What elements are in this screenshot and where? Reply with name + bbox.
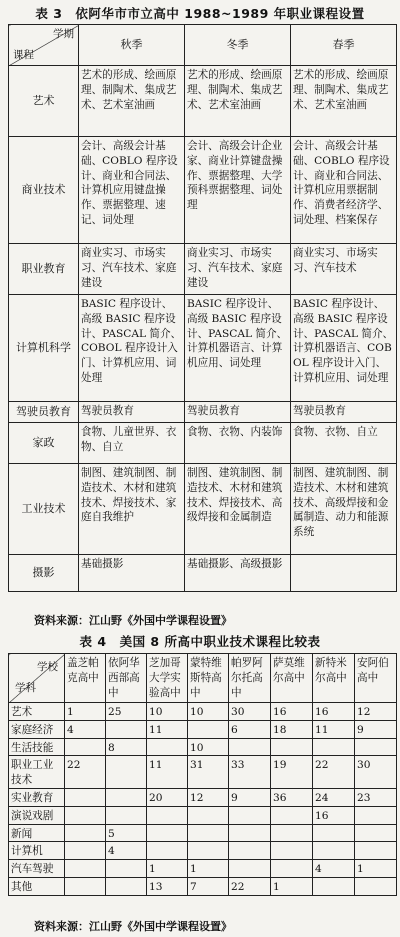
course-count-cell: 24 — [313, 788, 355, 806]
course-count-cell — [271, 738, 313, 756]
course-count-cell — [188, 806, 229, 824]
table3-row — [9, 555, 397, 592]
subject-name: 其他 — [9, 877, 65, 895]
course-count-cell — [106, 720, 147, 738]
subject-name: 职业工业技术 — [9, 756, 65, 789]
course-count-cell — [65, 877, 106, 895]
course-count-cell: 18 — [271, 720, 313, 738]
table4-row — [9, 877, 397, 895]
table4-row — [9, 860, 397, 878]
course-list-cell: 驾驶员教育 — [291, 402, 397, 423]
course-count-cell — [355, 738, 397, 756]
course-count-cell: 13 — [147, 877, 188, 895]
season-header: 春季 — [291, 25, 397, 66]
course-count-cell — [229, 842, 271, 860]
school-header: 盖芝帕克高中 — [65, 654, 106, 703]
subject-name: 生活技能 — [9, 738, 65, 756]
course-list-cell: 商业实习、市场实习、汽车技术、家庭建设 — [79, 244, 185, 295]
course-count-cell: 19 — [271, 756, 313, 789]
course-count-cell — [271, 806, 313, 824]
course-count-cell — [65, 860, 106, 878]
course-count-cell: 11 — [147, 720, 188, 738]
course-list-cell: 制图、建筑制图、制造技术、木材和建筑技术、焊接技术、家庭自我维护 — [79, 464, 185, 555]
table4-row — [9, 738, 397, 756]
course-count-cell: 36 — [271, 788, 313, 806]
table4-title: 表 4 美国 8 所高中职业技术课程比较表 — [79, 634, 321, 649]
course-count-cell — [106, 756, 147, 789]
course-list-cell: BASIC 程序设计、高级 BASIC 程序设计、PASCAL 简介、计算机器语言、计算机应用、词处理 — [185, 295, 291, 402]
course-count-cell — [147, 824, 188, 842]
subject-name: 新闻 — [9, 824, 65, 842]
course-list-cell: 艺术的形成、绘画原理、制陶术、集成艺术、艺术室油画 — [79, 66, 185, 137]
table4-header-top: 学校 — [37, 661, 58, 673]
table4-row — [9, 824, 397, 842]
course-count-cell: 22 — [313, 756, 355, 789]
subject-name: 实业教育 — [9, 788, 65, 806]
course-count-cell: 1 — [65, 703, 106, 721]
course-count-cell: 23 — [355, 788, 397, 806]
course-count-cell: 30 — [355, 756, 397, 789]
table4-row — [9, 756, 397, 789]
course-count-cell — [229, 738, 271, 756]
course-count-cell — [229, 860, 271, 878]
subject-name: 家庭经济 — [9, 720, 65, 738]
course-category: 工业技术 — [9, 464, 79, 555]
course-category: 商业技术 — [9, 137, 79, 244]
table3-source: 资料来源：江山野《外国中学课程设置》 — [34, 614, 232, 627]
table3-row — [9, 137, 397, 244]
course-count-cell: 22 — [65, 756, 106, 789]
course-count-cell: 12 — [355, 703, 397, 721]
table3-row — [9, 295, 397, 402]
table3-row — [9, 402, 397, 423]
course-count-cell: 1 — [271, 877, 313, 895]
course-count-cell — [65, 806, 106, 824]
course-count-cell — [65, 738, 106, 756]
school-header: 安阿伯高中 — [355, 654, 397, 703]
course-count-cell: 10 — [188, 738, 229, 756]
course-count-cell: 30 — [229, 703, 271, 721]
course-count-cell: 16 — [313, 703, 355, 721]
course-count-cell — [65, 788, 106, 806]
course-count-cell — [65, 842, 106, 860]
school-header: 芝加哥大学实验高中 — [147, 654, 188, 703]
course-list-cell: 制图、建筑制图、制造技术、木材和建筑技术、焊接技术、高级焊接和金属制造 — [185, 464, 291, 555]
course-list-cell: BASIC 程序设计、高级 BASIC 程序设计、PASCAL 简介、计算机器语言、COBOL 程序设计入门、计算机应用、词处理 — [291, 295, 397, 402]
course-count-cell — [313, 824, 355, 842]
table3-row — [9, 464, 397, 555]
course-count-cell: 4 — [65, 720, 106, 738]
course-count-cell: 1 — [147, 860, 188, 878]
course-list-cell: 会计、高级会计企业家、商业计算键盘操作、票据整理、大学预科票据整理、词处理 — [185, 137, 291, 244]
table3-corner-cell — [9, 25, 79, 66]
course-count-cell: 22 — [229, 877, 271, 895]
course-count-cell: 1 — [188, 860, 229, 878]
table3-title: 表 3 依阿华市市立高中 1988~1989 年职业课程设置 — [35, 6, 365, 21]
course-count-cell: 7 — [188, 877, 229, 895]
course-count-cell — [106, 788, 147, 806]
subject-name: 艺术 — [9, 703, 65, 721]
subject-name: 演说戏剧 — [9, 806, 65, 824]
school-header: 依阿华西部高中 — [106, 654, 147, 703]
course-category: 计算机科学 — [9, 295, 79, 402]
course-count-cell — [106, 877, 147, 895]
course-list-cell: 商业实习、市场实习、汽车技术 — [291, 244, 397, 295]
course-count-cell — [188, 824, 229, 842]
table3-header-row — [9, 25, 397, 66]
course-list-cell: 驾驶员教育 — [79, 402, 185, 423]
table4-row — [9, 788, 397, 806]
table4 — [8, 653, 397, 896]
course-count-cell: 11 — [147, 756, 188, 789]
course-list-cell: BASIC 程序设计、高级 BASIC 程序设计、PASCAL 简介、COBOL 程序设计入门、计算机应用、词处理 — [79, 295, 185, 402]
table3-header-left: 课程 — [13, 49, 34, 62]
subject-name: 计算机 — [9, 842, 65, 860]
course-list-cell: 基础摄影 — [79, 555, 185, 592]
course-list-cell: 制图、建筑制图、制造技术、木材和建筑技术、高级焊接和金属制造、动力和能源系统 — [291, 464, 397, 555]
course-list-cell: 会计、高级会计基础、COBLO 程序设计、商业和合同法、计算机应用票据制作、消费者经济学、词处理、档案保存 — [291, 137, 397, 244]
course-category: 艺术 — [9, 66, 79, 137]
course-count-cell — [271, 824, 313, 842]
table4-header-row — [9, 654, 397, 703]
course-count-cell: 10 — [188, 703, 229, 721]
course-count-cell: 20 — [147, 788, 188, 806]
table4-source: 资料来源：江山野《外国中学课程设置》 — [34, 920, 232, 933]
course-list-cell: 食物、儿童世界、衣物、自立 — [79, 423, 185, 464]
course-count-cell — [106, 860, 147, 878]
school-header: 萨莫维尔高中 — [271, 654, 313, 703]
course-list-cell: 艺术的形成、绘画原理、制陶术、集成艺术、艺术室油画 — [185, 66, 291, 137]
course-count-cell: 16 — [313, 806, 355, 824]
course-count-cell: 33 — [229, 756, 271, 789]
course-count-cell: 11 — [313, 720, 355, 738]
course-count-cell: 31 — [188, 756, 229, 789]
course-category: 家政 — [9, 423, 79, 464]
course-list-cell: 艺术的形成、绘画原理、制陶术、集成艺术、艺术室油画 — [291, 66, 397, 137]
course-count-cell — [147, 738, 188, 756]
course-category: 驾驶员教育 — [9, 402, 79, 423]
table4-row — [9, 703, 397, 721]
course-count-cell — [355, 824, 397, 842]
course-count-cell: 1 — [355, 860, 397, 878]
course-list-cell — [291, 555, 397, 592]
course-count-cell — [147, 842, 188, 860]
school-header: 帕罗阿尔托高中 — [229, 654, 271, 703]
course-count-cell: 25 — [106, 703, 147, 721]
course-count-cell — [188, 842, 229, 860]
table3-row — [9, 244, 397, 295]
table4-corner-cell — [9, 654, 65, 703]
course-count-cell — [147, 806, 188, 824]
table3-row — [9, 66, 397, 137]
course-count-cell — [271, 860, 313, 878]
course-count-cell — [271, 842, 313, 860]
school-header: 新特米尔高中 — [313, 654, 355, 703]
course-count-cell: 9 — [229, 788, 271, 806]
course-list-cell: 驾驶员教育 — [185, 402, 291, 423]
table3 — [8, 24, 397, 592]
course-count-cell — [355, 877, 397, 895]
course-category: 摄影 — [9, 555, 79, 592]
course-category: 职业教育 — [9, 244, 79, 295]
table3-header-top: 学期 — [53, 28, 74, 40]
table4-header-left: 学科 — [15, 682, 36, 695]
course-count-cell — [65, 824, 106, 842]
course-count-cell: 4 — [106, 842, 147, 860]
course-count-cell — [188, 720, 229, 738]
course-list-cell: 会计、高级会计基础、COBLO 程序设计、商业和合同法、计算机应用键盘操作、票据整理、速记、词处理 — [79, 137, 185, 244]
course-count-cell — [355, 806, 397, 824]
course-count-cell — [313, 877, 355, 895]
course-list-cell: 食物、衣物、内装饰 — [185, 423, 291, 464]
school-header: 蒙特维斯特高中 — [188, 654, 229, 703]
course-count-cell: 9 — [355, 720, 397, 738]
course-count-cell: 12 — [188, 788, 229, 806]
course-count-cell: 6 — [229, 720, 271, 738]
course-count-cell: 10 — [147, 703, 188, 721]
course-count-cell: 16 — [271, 703, 313, 721]
season-header: 冬季 — [185, 25, 291, 66]
course-list-cell: 商业实习、市场实习、汽车技术、家庭建设 — [185, 244, 291, 295]
table3-row — [9, 423, 397, 464]
course-count-cell — [313, 842, 355, 860]
course-list-cell: 食物、衣物、自立 — [291, 423, 397, 464]
course-count-cell — [106, 806, 147, 824]
table4-row — [9, 720, 397, 738]
course-list-cell: 基础摄影、高级摄影 — [185, 555, 291, 592]
course-count-cell: 5 — [106, 824, 147, 842]
table4-row — [9, 806, 397, 824]
course-count-cell — [313, 738, 355, 756]
course-count-cell — [355, 842, 397, 860]
table4-row — [9, 842, 397, 860]
course-count-cell: 4 — [313, 860, 355, 878]
course-count-cell — [229, 824, 271, 842]
subject-name: 汽车驾驶 — [9, 860, 65, 878]
course-count-cell: 8 — [106, 738, 147, 756]
course-count-cell — [229, 806, 271, 824]
season-header: 秋季 — [79, 25, 185, 66]
